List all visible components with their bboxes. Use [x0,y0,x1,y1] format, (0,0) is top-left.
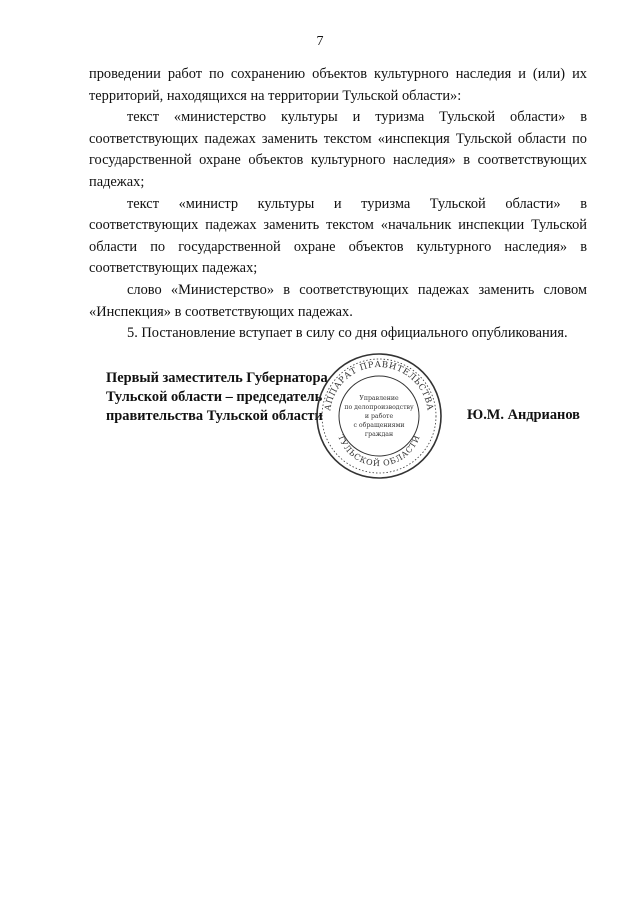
paragraph-minister-replacement: текст «министр культуры и туризма Тульской области» в соответствующих падежах заменить текстом «начальник инспекции Тульской области по государственной охране объектов культурного наследия» в соответствующих падежах; [89,195,587,277]
paragraph-effective-date: 5. Постановление вступает в силу со дня официального опубликования. [127,325,568,342]
stamp-seal-icon [314,351,444,481]
stamp-center-line: граждан [364,431,394,438]
signatory-title-line: Тульской области – председатель [106,389,323,405]
stamp-center-line: по делопроизводству [344,404,414,411]
signatory-name: Ю.М. Андрианов [467,407,580,423]
stamp-ring-bottom: ТУЛЬСКОЙ ОБЛАСТИ [336,433,422,469]
stamp-center-line: с обращениями [353,422,405,429]
document-body [89,64,587,345]
stamp-center-line: Управление [359,395,399,402]
official-stamp [314,351,444,481]
paragraph-ministry-replacement: текст «министерство культуры и туризма Тульской области» в соответствующих падежах заменить текстом «инспекция Тульской области по государственной охране объектов культурного наследия» в соответствующих падежах; [89,109,587,190]
signatory-title-line: правительства Тульской области [106,408,323,424]
stamp-center-line: и работе [364,413,394,420]
paragraph-word-replacement: слово «Министерство» в соответствующих падежах заменить словом «Инспекция» в соответствующих падежах. [89,281,587,320]
signatory-title-line: Первый заместитель Губернатора [106,370,328,386]
page-number: 7 [316,34,324,49]
signatory-title [106,369,328,426]
paragraph-continuation: проведении работ по сохранению объектов культурного наследия и (или) их территорий, находящихся на территории Тульской области»: [89,66,587,104]
stamp-ring-top: АППАРАТ ПРАВИТЕЛЬСТВА [323,359,435,412]
